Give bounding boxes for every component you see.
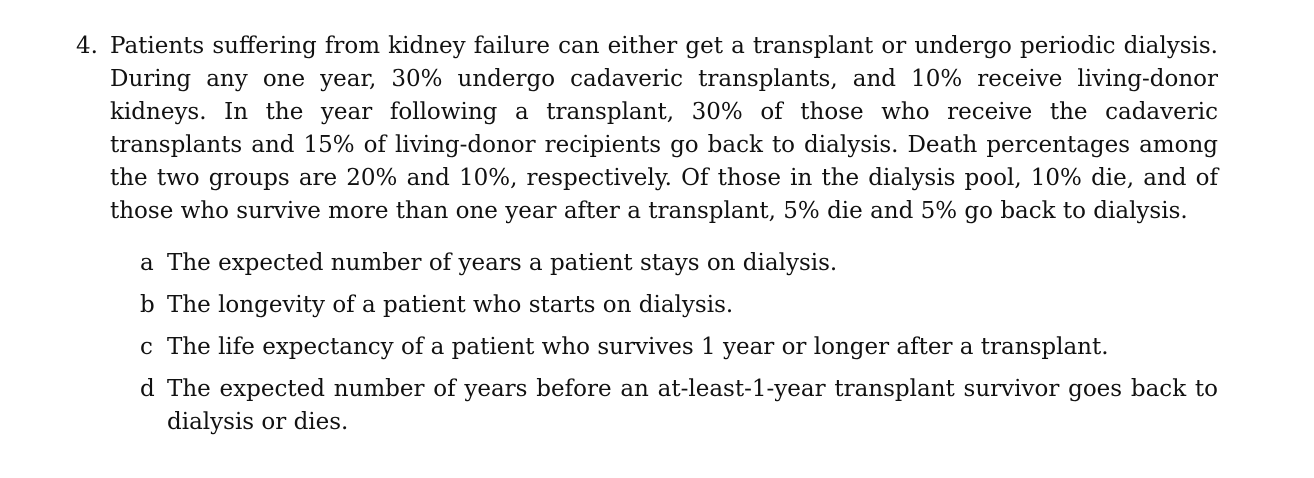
subpart-letter: a — [140, 250, 154, 276]
subpart-a — [140, 247, 1218, 280]
subpart-text: The expected number of years a patient stays on dialysis. — [167, 250, 838, 276]
subpart-letter: d — [140, 376, 155, 402]
subpart-letter: b — [140, 292, 155, 318]
subpart-text: The expected number of years before an at-least-1-year transplant survivor goes back to dialysis or dies. — [167, 376, 1218, 435]
problem-body — [110, 30, 1218, 448]
subpart-letter: c — [140, 334, 153, 360]
subpart-text: The longevity of a patient who starts on dialysis. — [167, 292, 734, 318]
subpart-c — [140, 331, 1218, 364]
subpart-text: The life expectancy of a patient who survives 1 year or longer after a transplant. — [167, 334, 1109, 360]
subpart-list — [140, 247, 1218, 439]
problem-4 — [76, 30, 1218, 448]
problem-statement: Patients suffering from kidney failure can either get a transplant or undergo periodic dialysis. During any one year, 30% undergo cadaveric transplants, and 10% receive living-donor kidneys. In the year following a transplant, 30% of those who receive the cadaveric transplants and 15% of living-donor recipients go back to dialysis. Death percentages among the two groups are 20% and 10%, respectively. Of those in the dialysis pool, 10% die, and of those who survive more than one year after a transplant, 5% die and 5% go back to dialysis. — [110, 33, 1218, 224]
subpart-d — [140, 373, 1218, 439]
subpart-b — [140, 289, 1218, 322]
problem-number: 4. — [76, 33, 98, 59]
